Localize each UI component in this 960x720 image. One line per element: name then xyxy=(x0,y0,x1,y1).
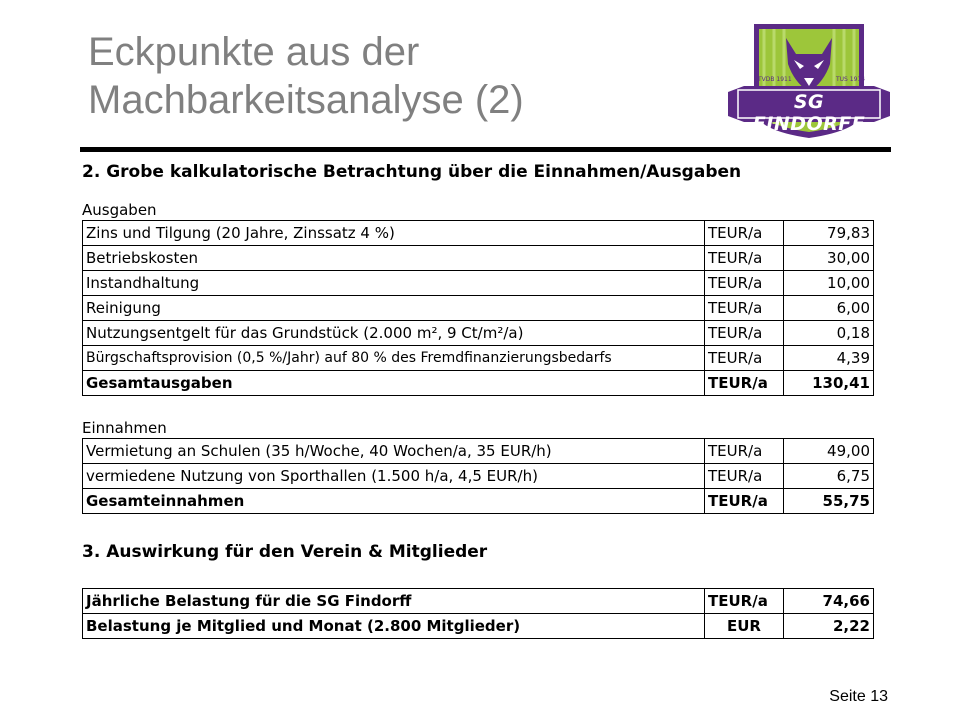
table-row xyxy=(83,221,874,246)
logo-text: SG FINDORFF xyxy=(752,91,866,135)
row-value: 2,22 xyxy=(784,614,874,639)
row-value: 49,00 xyxy=(784,439,874,464)
page-number: Seite 13 xyxy=(829,688,888,705)
row-value: 6,75 xyxy=(784,464,874,489)
row-unit: TEUR/a xyxy=(705,464,784,489)
row-label: Nutzungsentgelt für das Grundstück (2.000 m², 9 Ct/m²/a) xyxy=(83,321,705,346)
table-row xyxy=(83,321,874,346)
row-value: 79,83 xyxy=(784,221,874,246)
total-label: Gesamtausgaben xyxy=(83,371,705,396)
total-value: 130,41 xyxy=(784,371,874,396)
row-label: Jährliche Belastung für die SG Findorff xyxy=(83,589,705,614)
table-row xyxy=(83,246,874,271)
row-unit: TEUR/a xyxy=(705,346,784,371)
row-label: Vermietung an Schulen (35 h/Woche, 40 Wochen/a, 35 EUR/h) xyxy=(83,439,705,464)
slide-title-line-2: Machbarkeitsanalyse (2) xyxy=(88,78,524,122)
table-row xyxy=(83,464,874,489)
total-value: 55,75 xyxy=(784,489,874,514)
table-row xyxy=(83,589,874,614)
row-unit: TEUR/a xyxy=(705,221,784,246)
table-row xyxy=(83,346,874,371)
row-value: 10,00 xyxy=(784,271,874,296)
row-label: Betriebskosten xyxy=(83,246,705,271)
logo-left-badge: TVDB 1911 xyxy=(758,76,792,83)
title-divider xyxy=(80,147,891,152)
row-value: 6,00 xyxy=(784,296,874,321)
table-row xyxy=(83,614,874,639)
total-label: Gesamteinnahmen xyxy=(83,489,705,514)
row-unit: TEUR/a xyxy=(705,321,784,346)
slide-content xyxy=(82,158,874,639)
row-unit: TEUR/a xyxy=(705,589,784,614)
expenses-label: Ausgaben xyxy=(82,201,157,219)
sg-findorff-logo xyxy=(724,20,894,140)
row-unit: EUR xyxy=(705,614,784,639)
impact-table xyxy=(82,588,874,639)
table-row xyxy=(83,271,874,296)
row-value: 4,39 xyxy=(784,346,874,371)
section-3-heading: 3. Auswirkung für den Verein & Mitglieder xyxy=(82,542,488,562)
row-unit: TEUR/a xyxy=(705,296,784,321)
row-label: Zins und Tilgung (20 Jahre, Zinssatz 4 %) xyxy=(83,221,705,246)
table-row xyxy=(83,296,874,321)
row-value: 0,18 xyxy=(784,321,874,346)
total-row xyxy=(83,489,874,514)
income-label: Einnahmen xyxy=(82,419,167,437)
expenses-table xyxy=(82,220,874,396)
logo-right-badge: TUS 1914 xyxy=(836,76,866,83)
row-unit: TEUR/a xyxy=(705,439,784,464)
income-table xyxy=(82,438,874,514)
row-value: 74,66 xyxy=(784,589,874,614)
row-label: Bürgschaftsprovision (0,5 %/Jahr) auf 80 % des Fremdfinanzierungsbedarfs xyxy=(83,346,705,371)
row-label: Reinigung xyxy=(83,296,705,321)
slide-title-line-1: Eckpunkte aus der xyxy=(88,30,420,74)
row-unit: TEUR/a xyxy=(705,271,784,296)
row-label: Instandhaltung xyxy=(83,271,705,296)
total-unit: TEUR/a xyxy=(705,371,784,396)
row-label: vermiedene Nutzung von Sporthallen (1.500 h/a, 4,5 EUR/h) xyxy=(83,464,705,489)
row-unit: TEUR/a xyxy=(705,246,784,271)
section-2-heading: 2. Grobe kalkulatorische Betrachtung über die Einnahmen/Ausgaben xyxy=(82,162,742,182)
total-unit: TEUR/a xyxy=(705,489,784,514)
row-value: 30,00 xyxy=(784,246,874,271)
slide-title xyxy=(88,28,688,124)
total-row xyxy=(83,371,874,396)
row-label: Belastung je Mitglied und Monat (2.800 Mitglieder) xyxy=(83,614,705,639)
table-row xyxy=(83,439,874,464)
